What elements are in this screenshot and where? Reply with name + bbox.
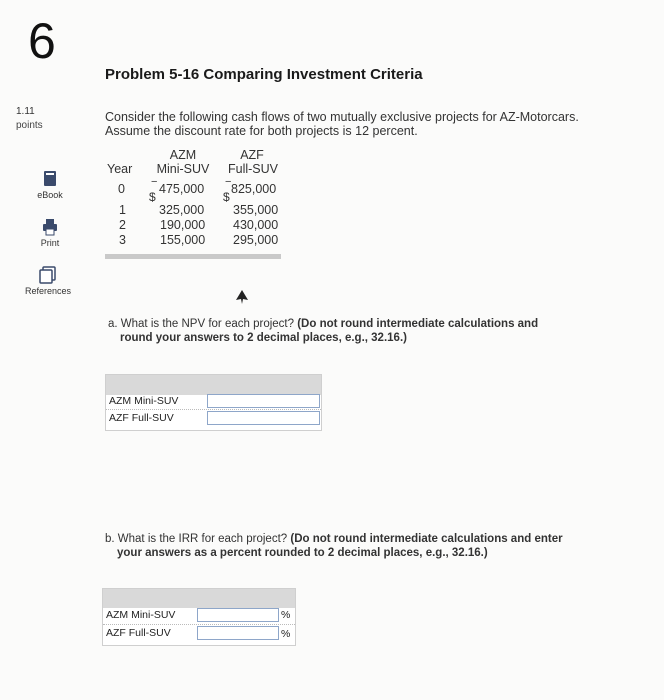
year-header: Year	[107, 162, 133, 176]
part-b-lead: b. What is the IRR for each project?	[105, 533, 288, 545]
points-value: 1.11	[16, 106, 35, 117]
npv-answer-table	[105, 374, 322, 431]
table-row	[105, 218, 281, 233]
percent-unit: %	[281, 609, 291, 621]
part-b-instruction-1: (Do not round intermediate calculations and enter	[290, 533, 563, 545]
part-a-instruction-1: (Do not round intermediate calculations and	[297, 318, 539, 330]
minus-sign: −	[225, 176, 232, 188]
intro-line-1: Consider the following cash flows of two mutually exclusive projects for AZ-Motorcars.	[105, 110, 579, 124]
azm-header-bottom: Mini-SUV	[156, 162, 210, 176]
azf-header-top: AZF	[240, 148, 264, 162]
references-label: References	[24, 286, 72, 296]
azm-cell: 325,000	[159, 203, 205, 217]
ebook-button[interactable]	[20, 170, 80, 200]
answer-table-header	[103, 589, 295, 608]
printer-icon	[41, 218, 59, 236]
azm-cell: 475,000	[159, 182, 205, 196]
year-cell: 1	[119, 203, 126, 217]
azf-cell: 430,000	[233, 218, 279, 232]
npv-azm-input[interactable]	[207, 394, 320, 408]
npv-row-label: AZM Mini-SUV	[109, 395, 179, 407]
irr-row-label: AZM Mini-SUV	[106, 609, 176, 621]
points-label: points	[16, 120, 43, 131]
azf-cell: 355,000	[233, 203, 279, 217]
print-label: Print	[40, 238, 60, 248]
irr-answer-table	[102, 588, 296, 646]
irr-azf-input[interactable]	[197, 626, 279, 640]
percent-unit: %	[281, 628, 291, 640]
references-button[interactable]	[18, 266, 78, 296]
azf-cell: 295,000	[233, 233, 279, 247]
table-row	[105, 203, 281, 218]
minus-sign: −	[151, 176, 158, 188]
references-icon	[39, 266, 57, 284]
question-number: 6	[28, 13, 56, 69]
answer-table-header	[106, 375, 321, 395]
intro-line-2: Assume the discount rate for both projects is 12 percent.	[105, 124, 418, 138]
table-row	[105, 176, 281, 204]
table-bottom-rule	[105, 254, 281, 259]
book-icon	[41, 170, 59, 188]
print-button[interactable]	[20, 218, 80, 248]
year-cell: 2	[119, 218, 126, 232]
problem-intro	[105, 110, 625, 138]
problem-title: Problem 5-16 Comparing Investment Criteria	[105, 66, 423, 83]
azm-cell: 190,000	[160, 218, 206, 232]
currency-symbol: $	[149, 190, 156, 204]
mouse-cursor-icon	[236, 290, 248, 304]
azf-cell: 825,000	[231, 182, 277, 196]
part-a-question	[108, 317, 628, 345]
npv-row-label: AZF Full-SUV	[109, 412, 174, 424]
currency-symbol: $	[223, 190, 230, 204]
part-a-instruction-2: round your answers to 2 decimal places, e.g., 32.16.)	[120, 332, 407, 344]
year-cell: 0	[118, 182, 125, 196]
part-b-instruction-2: your answers as a percent rounded to 2 decimal places, e.g., 32.16.)	[117, 547, 488, 559]
ebook-label: eBook	[37, 190, 63, 200]
year-cell: 3	[119, 233, 126, 247]
azm-header-top: AZM	[169, 148, 197, 162]
azm-cell: 155,000	[160, 233, 206, 247]
irr-azm-input[interactable]	[197, 608, 279, 622]
npv-azf-input[interactable]	[207, 411, 320, 425]
cash-flow-table	[105, 148, 281, 248]
azf-header-bottom: Full-SUV	[227, 162, 278, 176]
table-row	[105, 233, 281, 248]
part-b-question	[105, 532, 625, 560]
part-a-lead: a. What is the NPV for each project?	[108, 318, 295, 330]
irr-row-label: AZF Full-SUV	[106, 627, 171, 639]
